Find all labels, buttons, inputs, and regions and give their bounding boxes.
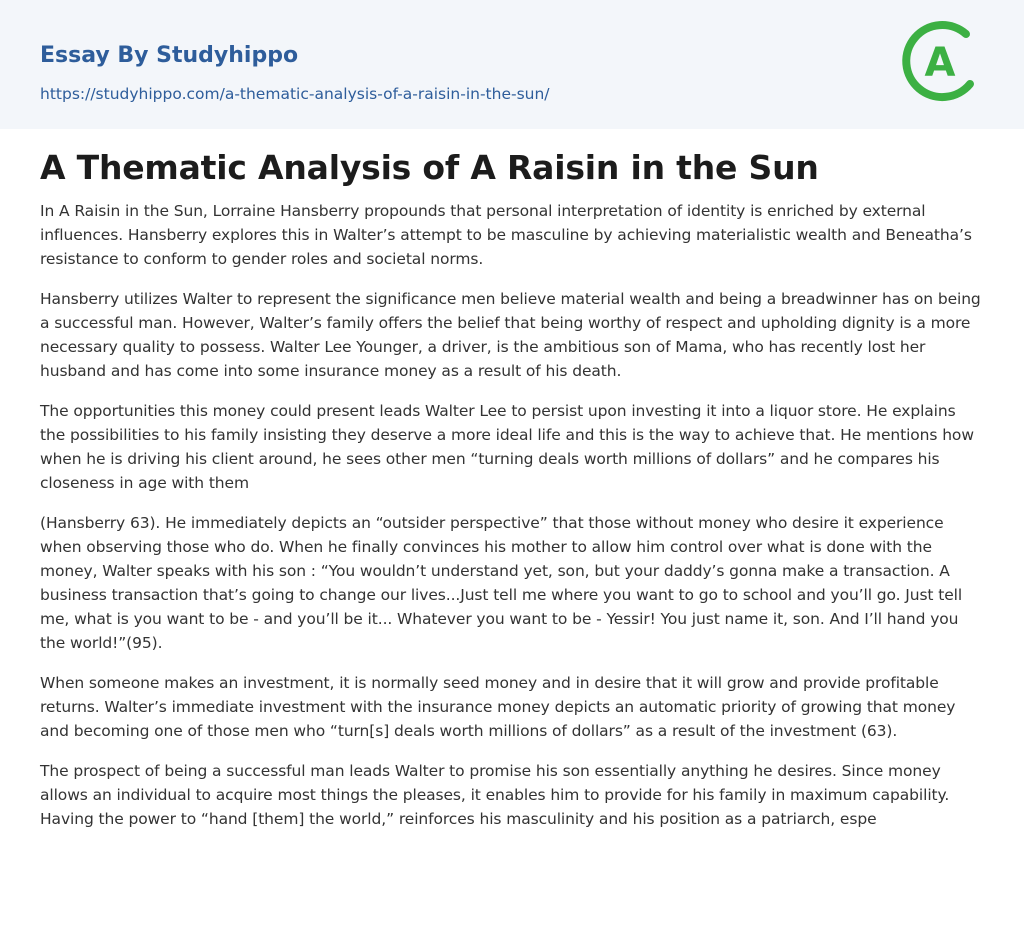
studyhippo-logo-icon[interactable] [900,20,984,104]
site-brand[interactable]: Essay By Studyhippo [40,43,299,68]
article-paragraph: The opportunities this money could present leads Walter Lee to persist upon investing it into a liquor store. He explains the possibilities to his family insisting they deserve a more ideal life and this is the way to achieve that. He mentions how when he is driving his client around, he sees other men “turning deals worth millions of dollars” and he compares his closeness in age with them [40,402,974,492]
article-paragraph: When someone makes an investment, it is normally seed money and in desire that it will grow and provide profitable returns. Walter’s immediate investment with the insurance money depicts an automatic priority of growing that money and becoming one of those men who “turn[s] deals worth millions of dollars” as a result of the investment (63). [40,674,956,740]
article-paragraph: In A Raisin in the Sun, Lorraine Hansberry propounds that personal interpretation of identity is enriched by external influences. Hansberry explores this in Walter’s attempt to be masculine by achieving materialistic wealth and Beneatha’s resistance to conform to gender roles and societal norms. [40,202,972,268]
source-url-link[interactable]: https://studyhippo.com/a-thematic-analysis-of-a-raisin-in-the-sun/ [40,85,550,103]
logo-letter: A [924,40,956,86]
article-paragraph: Hansberry utilizes Walter to represent the significance men believe material wealth and being a breadwinner has on being a successful man. However, Walter’s family offers the belief that being worthy of respect and upholding dignity is a more necessary quality to possess. Walter Lee Younger, a driver, is the ambitious son of Mama, who has recently lost her husband and has come into some insurance money as a result of his death. [40,290,981,380]
article-paragraph: (Hansberry 63). He immediately depicts an “outsider perspective” that those without money who desire it experience when observing those who do. When he finally convinces his mother to allow him control over what is done with the money, Walter speaks with his son : “You wouldn’t understand yet, son, but your daddy’s gonna make a transaction. A business transaction that’s going to change our lives...Just tell me where you want to go to school and you’ll go. Just tell me, what is you want to be - and you’ll be it... Whatever you want to be - Yessir! You just name it, son. And I’ll hand you the world!”(95). [40,514,963,652]
article-paragraph: The prospect of being a successful man leads Walter to promise his son essentially anything he desires. Since money allows an individual to acquire most things the pleases, it enables him to provide for his family in maximum capability. Having the power to “hand [them] the world,” reinforces his masculinity and his position as a patriarch, espe [40,762,950,828]
article-body [0,147,1024,831]
article-title: A Thematic Analysis of A Raisin in the Sun [40,148,819,187]
page-header [0,0,1024,129]
